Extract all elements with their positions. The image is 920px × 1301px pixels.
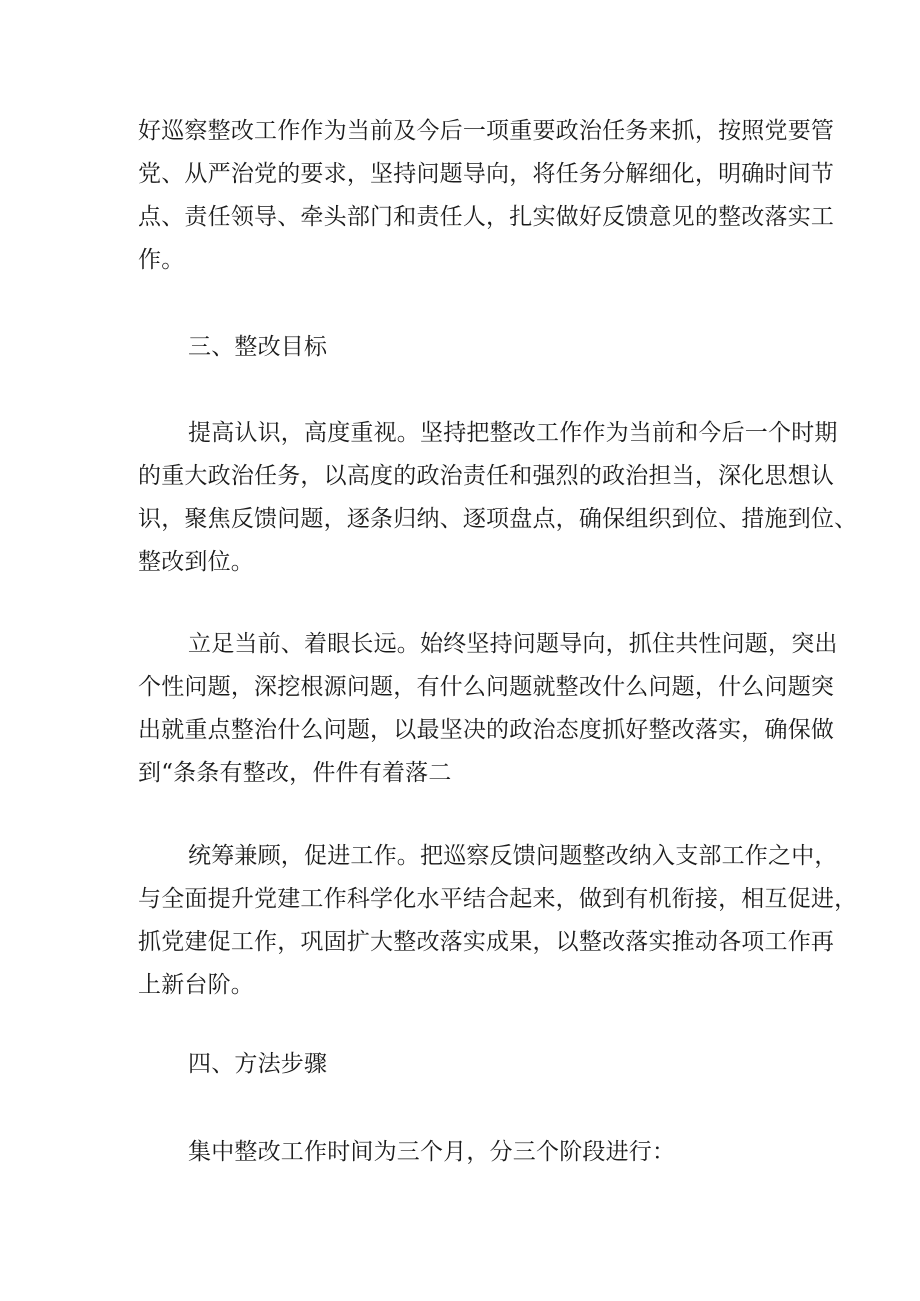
paragraph-line: 点 、 责 任 领 导 、 牵 头 部 门 和 责 任 人 ， 扎 实 做 好 反 馈 意 见 的 整 改 落 实 工 [138,204,835,230]
paragraph-line: 整改到位。 [138,549,254,575]
paragraph-line: 识 ， 聚 焦 反 馈 问 题 ， 逐 条 归 纳 、 逐 项 盘 点 ， 确 保 组 织 到 位 、 措 施 到 位 、 [138,506,858,532]
paragraph-line: 的 重 大 政 治 任 务 ， 以 高 度 的 政 治 责 任 和 强 烈 的 政 治 担 当 ， 深 化 思 想 认 [138,463,835,489]
paragraph-line: 出 就 重 点 整 治 什 么 问 题 ， 以 最 坚 决 的 政 治 态 度 抓 好 整 改 落 实 ， 确 保 做 [138,717,835,743]
paragraph-line: 立足当前、着眼长远。始终坚持问题导向，抓住共性问题，突出 [188,631,838,657]
section-heading: 三、整改目标 [188,334,328,360]
section-heading: 四、方法步骤 [188,1051,328,1077]
paragraph-line: 与 全 面 提 升 党 建 工 作 科 学 化 水 平 结 合 起 来 ， 做 到 有 机 衔 接 ， 相 互 促 进 ， [138,886,858,912]
paragraph-goal-awareness [138,412,858,584]
paragraph-line: 个 性 问 题 ， 深 挖 根 源 问 题 ， 有 什 么 问 题 就 整 改 什 么 问 题 ， 什 么 问 题 突 [138,674,835,700]
paragraph-line: 好 巡 察 整 改 工 作 作 为 当 前 及 今 后 一 项 重 要 政 治 任 务 来 抓 ， 按 照 党 要 管 [138,118,835,144]
paragraph-intro [138,110,835,282]
paragraph-line: 统筹兼顾，促进工作。把巡察反馈问题整改纳入支部工作之中， [188,843,838,869]
paragraph-steps [138,1131,798,1174]
paragraph-goal-coordination [138,835,858,1007]
paragraph-line: 上新台阶。 [138,972,254,998]
paragraph-line: 作。 [138,247,185,273]
paragraph-line: 提高认识，高度重视。坚持把整改工作作为当前和今后一个时期 [188,420,838,446]
section-heading-steps [138,1043,798,1086]
paragraph-line: 集中整改工作时间为三个月，分三个阶段进行： [188,1139,676,1165]
paragraph-line: 党 、 从 严 治 党 的 要 求 ， 坚 持 问 题 导 向 ， 将 任 务 分 解 细 化 ， 明 确 时 间 节 [138,161,835,187]
section-heading-goals [138,326,798,369]
paragraph-line: 到“条条有整改，件件有着落二 [138,760,452,786]
paragraph-goal-longterm [138,623,838,795]
paragraph-line: 抓 党 建 促 工 作 ， 巩 固 扩 大 整 改 落 实 成 果 ， 以 整 改 落 实 推 动 各 项 工 作 再 [138,929,835,955]
